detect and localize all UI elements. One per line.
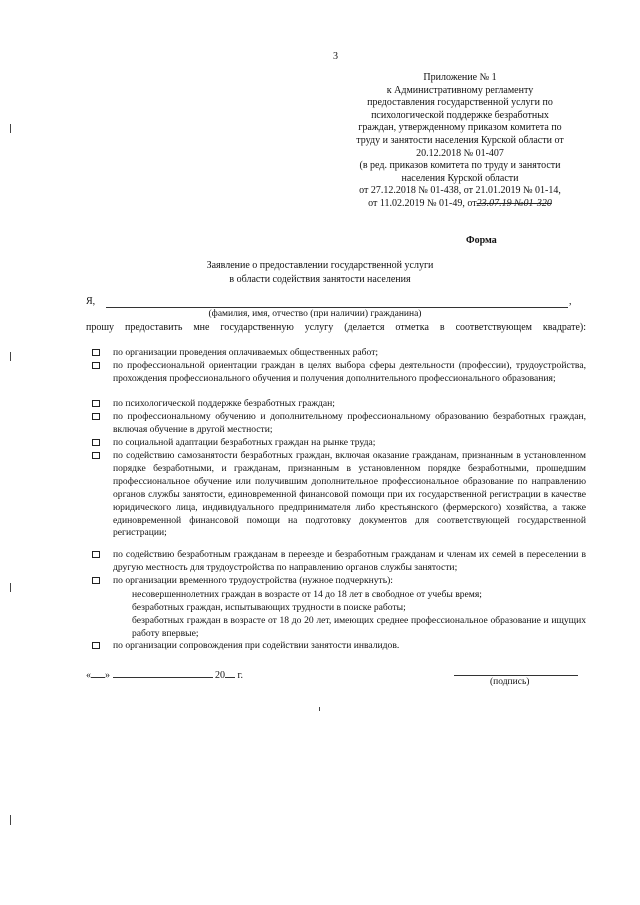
page-number: 3 bbox=[333, 51, 338, 62]
appendix-line: от 27.12.2018 № 01-438, от 21.01.2019 № 01-14, bbox=[359, 185, 561, 197]
form-label: Форма bbox=[466, 235, 497, 246]
appendix-line-last bbox=[330, 198, 590, 211]
appendix-line: предоставления государственной услуги по bbox=[367, 97, 553, 109]
option-checkbox[interactable] bbox=[92, 413, 100, 420]
option-text: по профессиональному обучению и дополнительному профессиональному образованию безработных граждан, включая обучение в другой местности; bbox=[113, 411, 586, 435]
date-open-quote: « bbox=[86, 670, 91, 681]
option-item bbox=[92, 411, 586, 437]
appendix-line: Приложение № 1 bbox=[423, 72, 497, 83]
option-item bbox=[92, 575, 586, 588]
option-text: по организации временного трудоустройства (нужное подчеркнуть): bbox=[113, 575, 393, 586]
sub-option[interactable]: безработных граждан, испытывающих трудности в поиске работы; bbox=[132, 602, 406, 613]
scan-mark bbox=[10, 583, 11, 592]
option-text: по организации сопровождения при содействии занятости инвалидов. bbox=[113, 640, 400, 651]
date-day-field[interactable] bbox=[91, 667, 105, 678]
appendix-line: к Административному регламенту bbox=[386, 84, 534, 96]
appendix-line-text: от 11.02.2019 № 01-49, от bbox=[368, 197, 477, 209]
option-checkbox[interactable] bbox=[92, 439, 100, 446]
option-item bbox=[92, 360, 586, 386]
option-item bbox=[92, 549, 586, 575]
scan-mark bbox=[10, 815, 11, 825]
appendix-line: 20.12.2018 № 01-407 bbox=[416, 147, 504, 159]
date-year-prefix: 20 bbox=[215, 670, 225, 681]
option-item bbox=[92, 398, 586, 411]
option-text: по психологической поддержке безработных граждан; bbox=[113, 398, 335, 409]
scan-mark bbox=[10, 352, 11, 361]
sub-option[interactable]: безработных граждан в возрасте от 18 до 20 лет, имеющих среднее профессиональное образование и ищущих работу впервые; bbox=[132, 615, 586, 639]
signature-field[interactable] bbox=[454, 675, 578, 676]
option-item bbox=[92, 437, 586, 450]
option-item bbox=[92, 347, 586, 360]
option-text: по содействию самозанятости безработных граждан, включая оказание гражданам, признанным в установленном порядке безработными, и гражданам, признанным в установленном порядке безработными, прошедшим профессиональное обучение или получившим дополнительное профессиональное образование по направлению органов службы занятости, единовременной финансовой помощи при их государственной регистрации в качестве юридического лица, индивидуального предпринимателя либо крестьянского (фермерского) хозяйства, а также единовременной финансовой помощи на подготовку документов для соответствующей государственной регистрации; bbox=[113, 450, 586, 539]
appendix-line: населения Курской области bbox=[401, 172, 519, 184]
option-checkbox[interactable] bbox=[92, 642, 100, 649]
date-field bbox=[86, 667, 243, 681]
option-checkbox[interactable] bbox=[92, 349, 100, 356]
applicant-comma: , bbox=[569, 296, 572, 307]
date-year-field[interactable] bbox=[225, 667, 235, 678]
option-checkbox[interactable] bbox=[92, 551, 100, 558]
option-text: по социальной адаптации безработных граждан на рынке труда; bbox=[113, 437, 376, 448]
option-text: по организации проведения оплачиваемых общественных работ; bbox=[113, 347, 379, 358]
title-line: в области содействия занятости населения bbox=[229, 274, 411, 285]
title-line: Заявление о предоставлении государственной услуги bbox=[206, 260, 434, 271]
appendix-line: труду и занятости населения Курской области от bbox=[356, 134, 564, 146]
option-text: по содействию безработным гражданам в переезде и безработным гражданам и членам их семей в переселении в другую местность для трудоустройства по направлению органов службы занятости; bbox=[113, 549, 586, 573]
option-item bbox=[92, 640, 586, 653]
date-year-suffix: г. bbox=[237, 670, 243, 681]
date-month-field[interactable] bbox=[113, 667, 213, 678]
applicant-name-field[interactable] bbox=[106, 307, 568, 308]
scan-mark bbox=[10, 124, 11, 133]
handwritten-amendment: 23.07.19 №01-320 bbox=[476, 197, 552, 209]
applicant-prefix: Я, bbox=[86, 296, 96, 307]
applicant-name-caption: (фамилия, имя, отчество (при наличии) гражданина) bbox=[208, 309, 422, 319]
signature-caption: (подпись) bbox=[490, 677, 530, 687]
request-text: прошу предоставить мне государственную услугу (делается отметка в соответствующем квадрате): bbox=[86, 322, 586, 333]
scan-mark bbox=[319, 707, 320, 711]
sub-option[interactable]: несовершеннолетних граждан в возрасте от 14 до 18 лет в свободное от учебы время; bbox=[132, 589, 482, 600]
appendix-line: (в ред. приказов комитета по труду и занятости bbox=[359, 160, 561, 172]
appendix-line: граждан, утвержденному приказом комитета по bbox=[358, 122, 562, 134]
option-text: по профессиональной ориентации граждан в целях выбора сферы деятельности (профессии), трудоустройства, прохождения профессионального обучения и получения дополнительного профессионального образования; bbox=[113, 360, 586, 384]
option-checkbox[interactable] bbox=[92, 400, 100, 407]
option-checkbox[interactable] bbox=[92, 577, 100, 584]
option-item bbox=[92, 450, 586, 540]
appendix-line: психологической поддержке безработных bbox=[371, 109, 549, 121]
option-checkbox[interactable] bbox=[92, 452, 100, 459]
appendix-header bbox=[330, 72, 590, 211]
date-close-quote: » bbox=[105, 670, 110, 681]
option-checkbox[interactable] bbox=[92, 362, 100, 369]
form-title bbox=[120, 259, 520, 287]
